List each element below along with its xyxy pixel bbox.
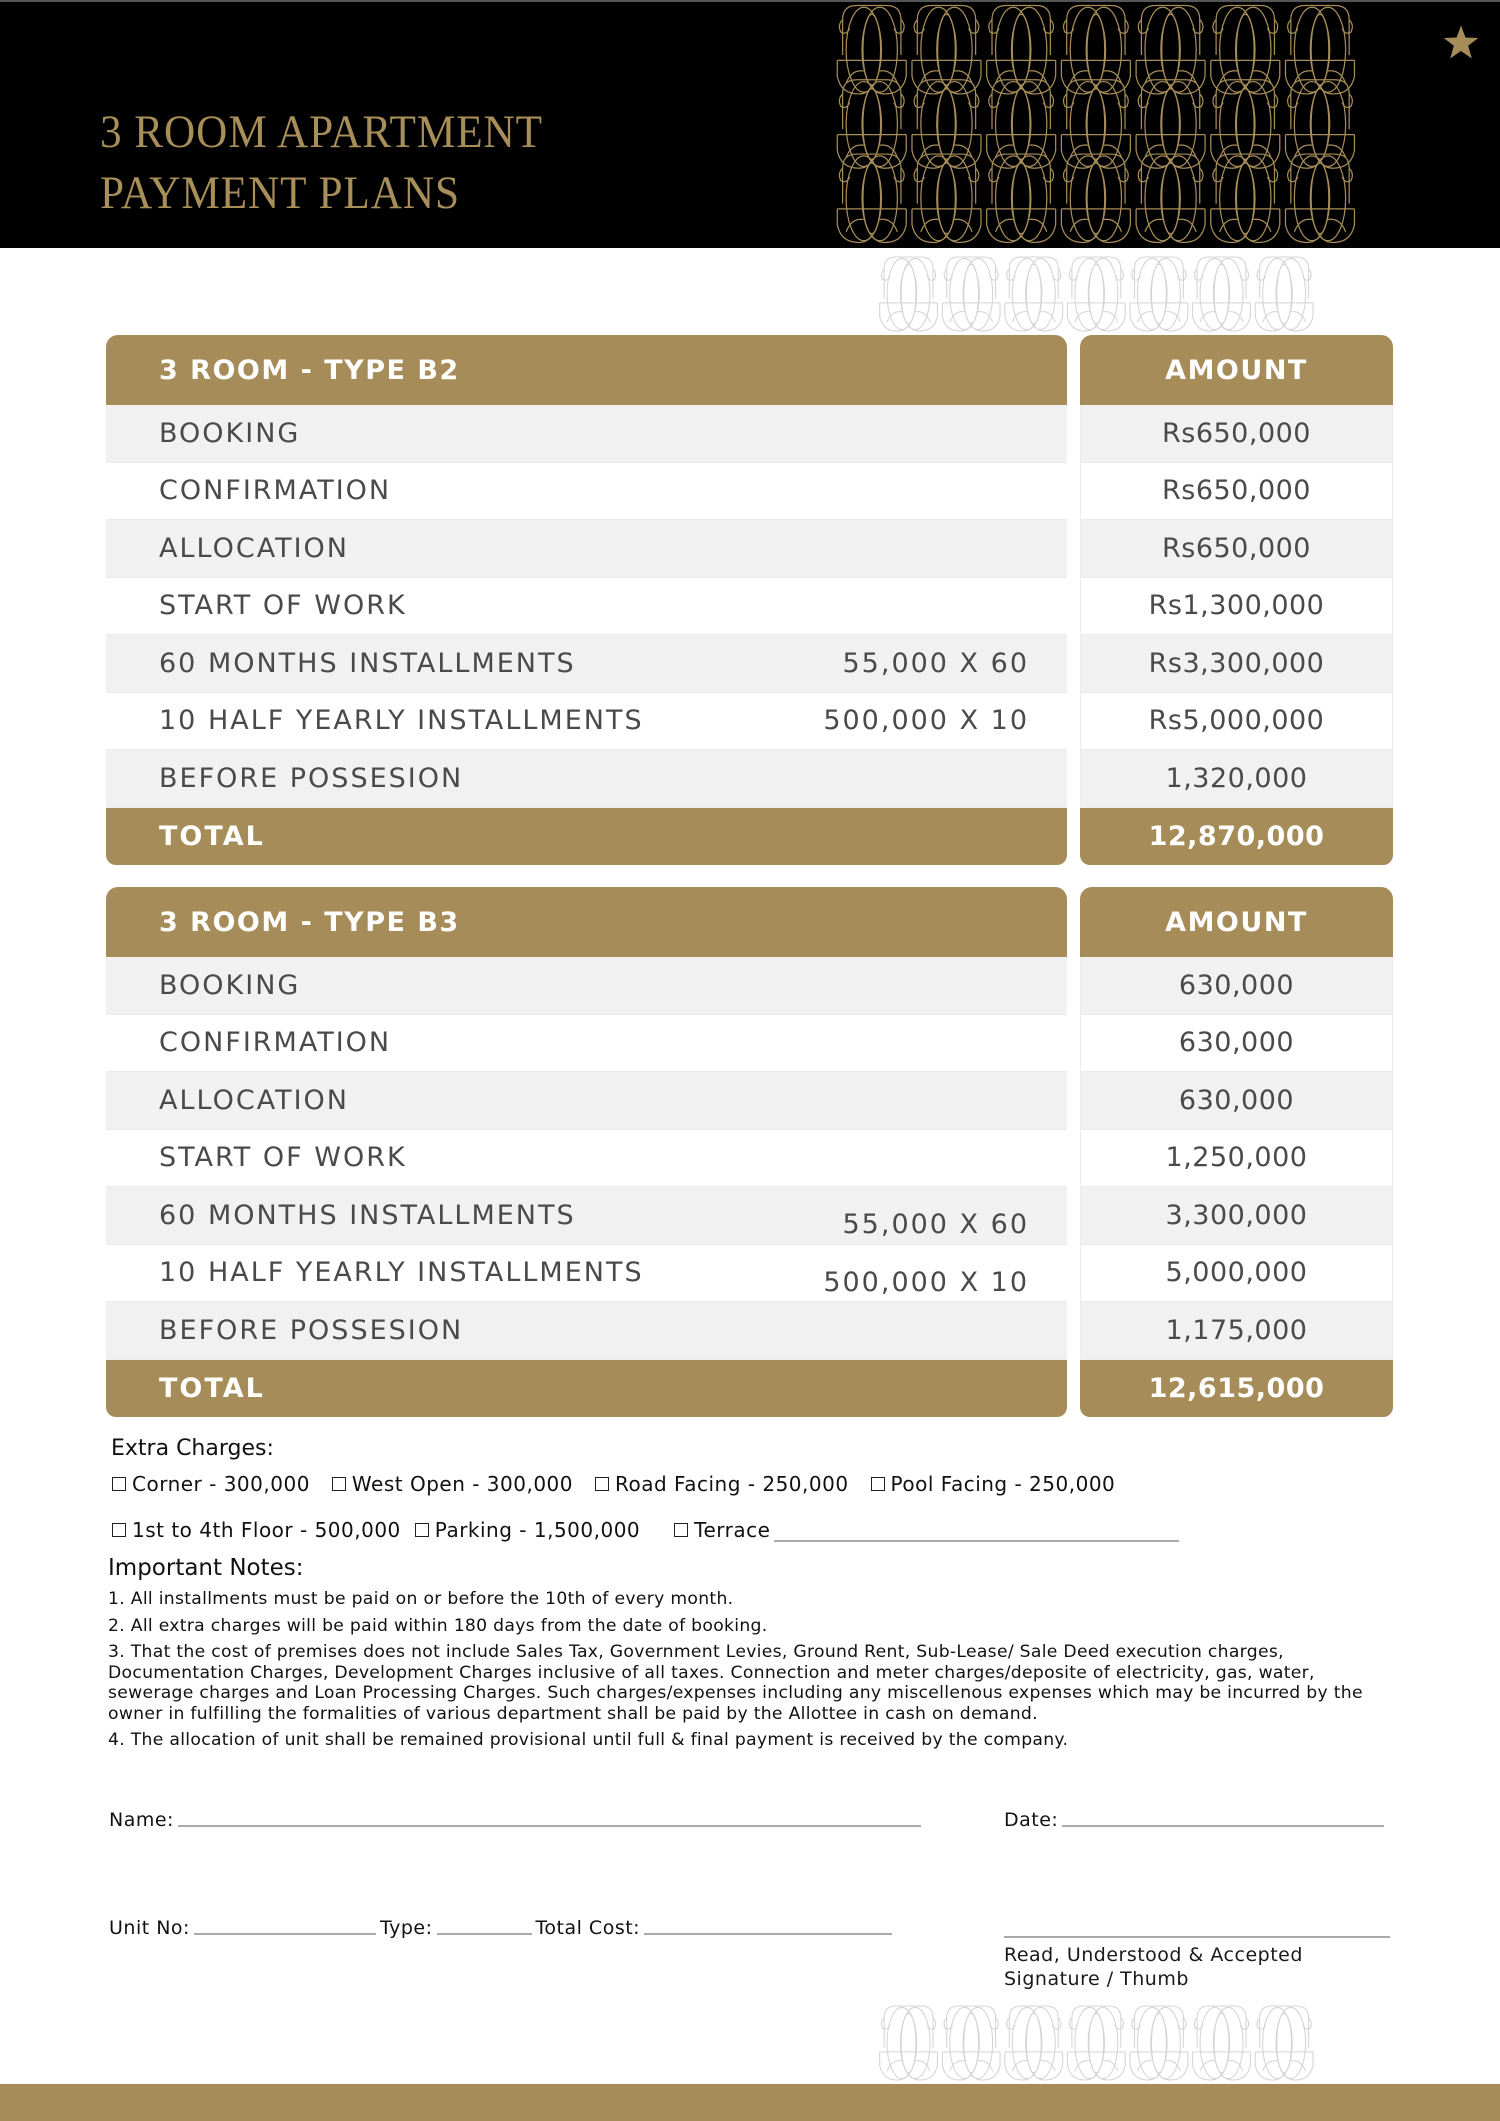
unit-no-input-line[interactable] [194, 1933, 376, 1935]
monogram-motif [880, 2006, 938, 2080]
table-row [106, 463, 1067, 521]
extra-charges-title: Extra Charges: [111, 1436, 274, 1461]
monogram-motif [1286, 6, 1355, 94]
row-label: BEFORE POSSESION [159, 1314, 464, 1346]
checkbox-icon[interactable] [332, 1477, 346, 1491]
monogram-motif [1061, 6, 1130, 94]
amount-cell: Rs650,000 [1081, 463, 1392, 521]
monogram-motif [1067, 257, 1125, 331]
total-label: TOTAL [106, 808, 1067, 865]
table-row [106, 1015, 1067, 1073]
table-row [106, 635, 1067, 693]
monogram-motif [942, 2006, 1000, 2080]
signature-caption: Read, Understood & Accepted Signature / Thumb [1004, 1944, 1303, 1990]
row-label: START OF WORK [159, 590, 407, 622]
footer-bar [0, 2084, 1500, 2121]
checkbox-icon[interactable] [415, 1523, 429, 1537]
total-amount: 12,870,000 [1080, 808, 1393, 865]
table-row [106, 1072, 1067, 1130]
row-calculation: 55,000 X 60 [842, 1209, 1029, 1240]
monogram-motif [1130, 2006, 1188, 2080]
note-item: 1. All installments must be paid on or before the 10th of every month. [108, 1589, 734, 1609]
monogram-motif [1255, 257, 1313, 331]
name-label: Name: [109, 1809, 174, 1831]
table-row [106, 1245, 1067, 1303]
decorative-monogram-pattern-light [803, 254, 1395, 334]
date-input-line[interactable] [1062, 1825, 1384, 1827]
monogram-motif [1286, 80, 1355, 168]
row-label: ALLOCATION [159, 1084, 349, 1116]
amount-cell: Rs1,300,000 [1081, 578, 1392, 636]
row-label: 60 MONTHS INSTALLMENTS [159, 647, 576, 679]
signature-input-line[interactable] [1004, 1936, 1390, 1938]
table-row [106, 578, 1067, 636]
checkbox-terrace[interactable]: Terrace [674, 1518, 770, 1542]
table-row [106, 693, 1067, 751]
title-line-1: 3 ROOM APARTMENT [100, 106, 544, 158]
amount-cell: 1,320,000 [1081, 750, 1392, 808]
row-label: 10 HALF YEARLY INSTALLMENTS [159, 705, 644, 737]
monogram-motif [912, 80, 981, 168]
checkbox-icon[interactable] [595, 1477, 609, 1491]
row-label: CONFIRMATION [159, 475, 392, 507]
row-label: ALLOCATION [159, 532, 349, 564]
total-cost-label: Total Cost: [535, 1917, 641, 1939]
total-cost-input-line[interactable] [644, 1933, 892, 1935]
decorative-monogram-pattern-footer [803, 2003, 1395, 2083]
extra-charges-row-1 [112, 1472, 1131, 1496]
amount-column [1080, 335, 1393, 865]
terrace-input-line[interactable] [774, 1524, 1179, 1542]
date-field [1004, 1809, 1384, 1831]
monogram-motif [912, 6, 981, 94]
amount-header: AMOUNT [1080, 335, 1393, 405]
note-item: 2. All extra charges will be paid within 180 days from the date of booking. [108, 1615, 768, 1636]
amount-cell: Rs650,000 [1081, 405, 1392, 463]
table-row [106, 405, 1067, 463]
checkbox-west-open[interactable]: West Open - 300,000 [332, 1472, 573, 1496]
checkbox-icon[interactable] [112, 1523, 126, 1537]
monogram-motif [1005, 257, 1063, 331]
amount-cell: 630,000 [1081, 957, 1392, 1015]
row-label: START OF WORK [159, 1142, 407, 1174]
amount-cell: 630,000 [1081, 1015, 1392, 1073]
monogram-motif [942, 257, 1000, 331]
table-row [106, 1302, 1067, 1360]
row-label: CONFIRMATION [159, 1027, 392, 1059]
row-label: 10 HALF YEARLY INSTALLMENTS [159, 1257, 644, 1289]
name-field [109, 1809, 921, 1831]
monogram-motif [1211, 80, 1280, 168]
checkbox-corner[interactable]: Corner - 300,000 [112, 1472, 310, 1496]
amount-cell: Rs5,000,000 [1081, 693, 1392, 751]
table-row [106, 750, 1067, 808]
page-title [100, 102, 543, 224]
amount-cell: 1,250,000 [1081, 1130, 1392, 1188]
checkbox-icon[interactable] [674, 1523, 688, 1537]
monogram-motif [987, 6, 1056, 94]
monogram-motif [1193, 257, 1251, 331]
amount-cell: 630,000 [1081, 1072, 1392, 1130]
monogram-motif [987, 154, 1056, 242]
checkbox-road-facing[interactable]: Road Facing - 250,000 [595, 1472, 849, 1496]
monogram-motif [912, 154, 981, 242]
monogram-motif [1136, 80, 1205, 168]
monogram-motif [1193, 2006, 1251, 2080]
row-label: BOOKING [159, 969, 301, 1001]
total-amount: 12,615,000 [1080, 1360, 1393, 1417]
monogram-motif [837, 154, 906, 242]
monogram-motif [837, 80, 906, 168]
amount-header: AMOUNT [1080, 887, 1393, 957]
unit-details-row [109, 1917, 892, 1939]
date-label: Date: [1004, 1809, 1059, 1831]
monogram-motif [1136, 6, 1205, 94]
important-notes-list [108, 1589, 1398, 1757]
row-label: BEFORE POSSESION [159, 762, 464, 794]
monogram-motif [1130, 257, 1188, 331]
monogram-motif [880, 257, 938, 331]
note-item: 4. The allocation of unit shall be remained provisional until full & final payment is received by the company. [108, 1730, 1069, 1750]
name-input-line[interactable] [178, 1825, 921, 1827]
type-input-line[interactable] [437, 1933, 532, 1935]
amount-cell: 1,175,000 [1081, 1302, 1392, 1360]
monogram-motif [1286, 154, 1355, 242]
extra-charges-row-2 [112, 1518, 1179, 1542]
row-calculation: 500,000 X 10 [823, 705, 1029, 737]
type-label: Type: [379, 1917, 433, 1939]
checkbox-icon[interactable] [112, 1477, 126, 1491]
plan-title: 3 ROOM - TYPE B2 [106, 335, 1067, 405]
row-label: BOOKING [159, 417, 301, 449]
table-row [106, 520, 1067, 578]
star-icon [1443, 24, 1479, 60]
decorative-monogram-pattern [803, 2, 1395, 246]
monogram-motif [1211, 154, 1280, 242]
monogram-motif [1211, 6, 1280, 94]
checkbox-parking[interactable]: Parking - 1,500,000 [415, 1518, 640, 1542]
monogram-motif [837, 6, 906, 94]
checkbox-icon[interactable] [871, 1477, 885, 1491]
plan-items-column [106, 887, 1067, 1417]
amount-cell: Rs650,000 [1081, 520, 1392, 578]
row-calculation: 55,000 X 60 [842, 647, 1029, 679]
table-row [106, 957, 1067, 1015]
note-item: 3. That the cost of premises does not include Sales Tax, Government Levies, Ground Rent, Sub-Lease/ Sale Deed execution charges, Documentation Charges, Development Charges inclusive of all taxes. Connection and meter charges/deposite of electricity, gas, water, sewerage charges and Loan Processing Charges. Such charges/expenses including any miscellenous expenses which may be incurred by the owner in fulfilling the formalities of various department shall be paid by the Allottee in cash on demand. [108, 1642, 1363, 1724]
table-row [106, 1187, 1067, 1245]
plan-title: 3 ROOM - TYPE B3 [106, 887, 1067, 957]
amount-cell: 5,000,000 [1081, 1245, 1392, 1303]
monogram-motif [1136, 154, 1205, 242]
plan-items-column [106, 335, 1067, 865]
row-calculation: 500,000 X 10 [823, 1266, 1029, 1298]
table-row [106, 1130, 1067, 1188]
important-notes-title: Important Notes: [108, 1555, 304, 1581]
title-line-2: PAYMENT PLANS [100, 167, 461, 219]
amount-column [1080, 887, 1393, 1417]
monogram-motif [1061, 154, 1130, 242]
monogram-motif [1255, 2006, 1313, 2080]
amount-cell: 3,300,000 [1081, 1187, 1392, 1245]
total-label: TOTAL [106, 1360, 1067, 1417]
monogram-motif [1005, 2006, 1063, 2080]
monogram-motif [1061, 80, 1130, 168]
monogram-motif [1067, 2006, 1125, 2080]
checkbox-floor[interactable]: 1st to 4th Floor - 500,000 [112, 1518, 401, 1542]
monogram-motif [987, 80, 1056, 168]
unit-no-label: Unit No: [109, 1917, 190, 1939]
row-label: 60 MONTHS INSTALLMENTS [159, 1199, 576, 1231]
amount-cell: Rs3,300,000 [1081, 635, 1392, 693]
checkbox-pool-facing[interactable]: Pool Facing - 250,000 [871, 1472, 1116, 1496]
